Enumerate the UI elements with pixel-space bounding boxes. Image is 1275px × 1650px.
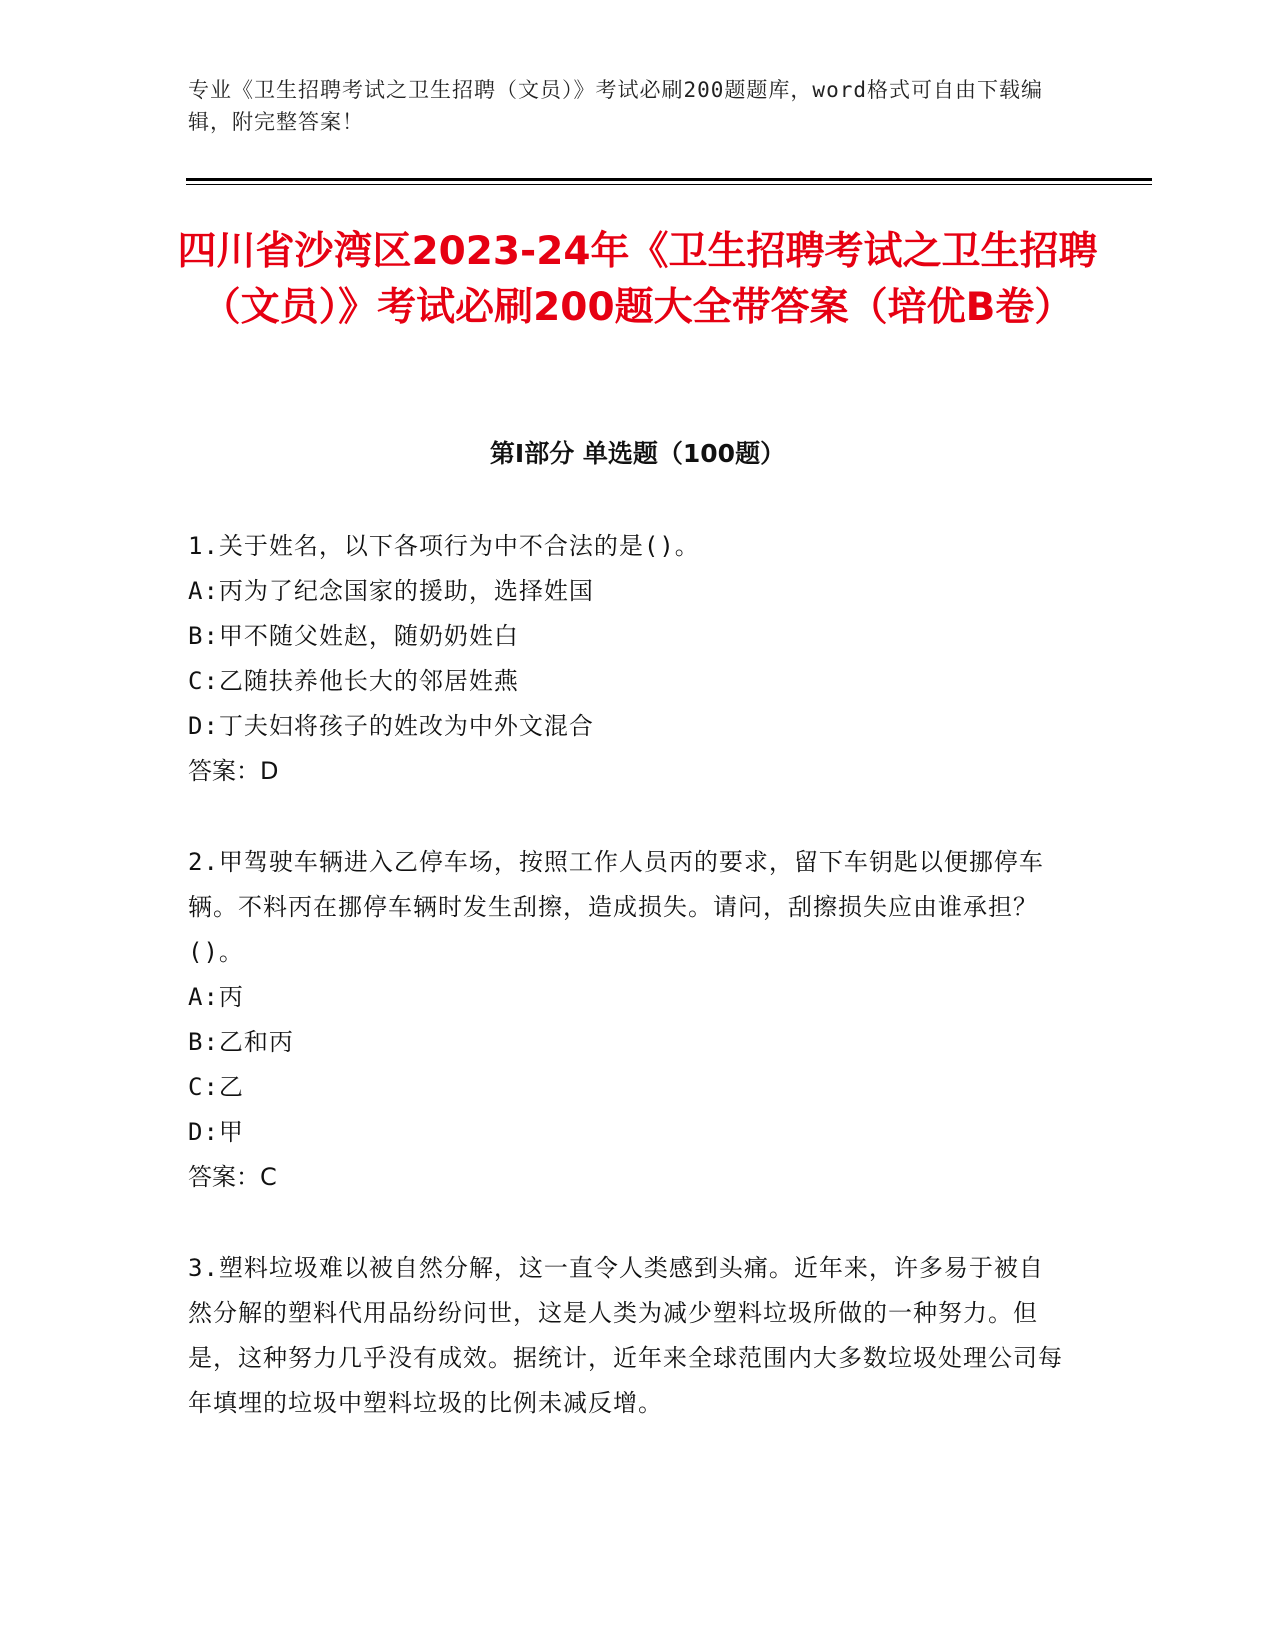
answer: 答案：D xyxy=(188,757,279,785)
option-d: D:甲 xyxy=(188,1118,244,1146)
question-stem: 3.塑料垃圾难以被自然分解，这一直令人类感到头痛。近年来，许多易于被自然分解的塑料代用品纷纷问世，这是人类为减少塑料垃圾所做的一种努力。但是，这种努力几乎没有成效。据统计，近年来全球范围内大多数垃圾处理公司每年填埋的垃圾中塑料垃圾的比例未减反增。 xyxy=(188,1254,1063,1417)
question-list xyxy=(188,524,1068,1472)
document-title: 四川省沙湾区2023-24年《卫生招聘考试之卫生招聘（文员）》考试必刷200题大全带答案（培优B卷） xyxy=(177,229,1098,330)
section-title: 第Ⅰ部分 单选题（100题） xyxy=(489,439,786,468)
question-3 xyxy=(188,1246,1068,1426)
option-a: A:丙 xyxy=(188,983,244,1011)
option-b: B:乙和丙 xyxy=(188,1028,294,1056)
option-c: C:乙随扶养他长大的邻居姓燕 xyxy=(188,667,519,695)
answer: 答案：C xyxy=(188,1163,277,1191)
question-2 xyxy=(188,840,1068,1200)
header-note: 专业《卫生招聘考试之卫生招聘（文员）》考试必刷200题题库，word格式可自由下载编辑，附完整答案！ xyxy=(188,78,1043,134)
question-1 xyxy=(188,524,1068,794)
question-stem: 1.关于姓名，以下各项行为中不合法的是()。 xyxy=(188,532,700,560)
question-stem: 2.甲驾驶车辆进入乙停车场，按照工作人员丙的要求，留下车钥匙以便挪停车辆。不料丙在挪停车辆时发生刮擦，造成损失。请问，刮擦损失应由谁承担？()。 xyxy=(188,848,1044,966)
option-b: B:甲不随父姓赵，随奶奶姓白 xyxy=(188,622,519,650)
option-a: A:丙为了纪念国家的援助，选择姓国 xyxy=(188,577,594,605)
header-divider xyxy=(186,178,1152,181)
header-divider-thin xyxy=(186,184,1152,185)
option-d: D:丁夫妇将孩子的姓改为中外文混合 xyxy=(188,712,594,740)
option-c: C:乙 xyxy=(188,1073,244,1101)
